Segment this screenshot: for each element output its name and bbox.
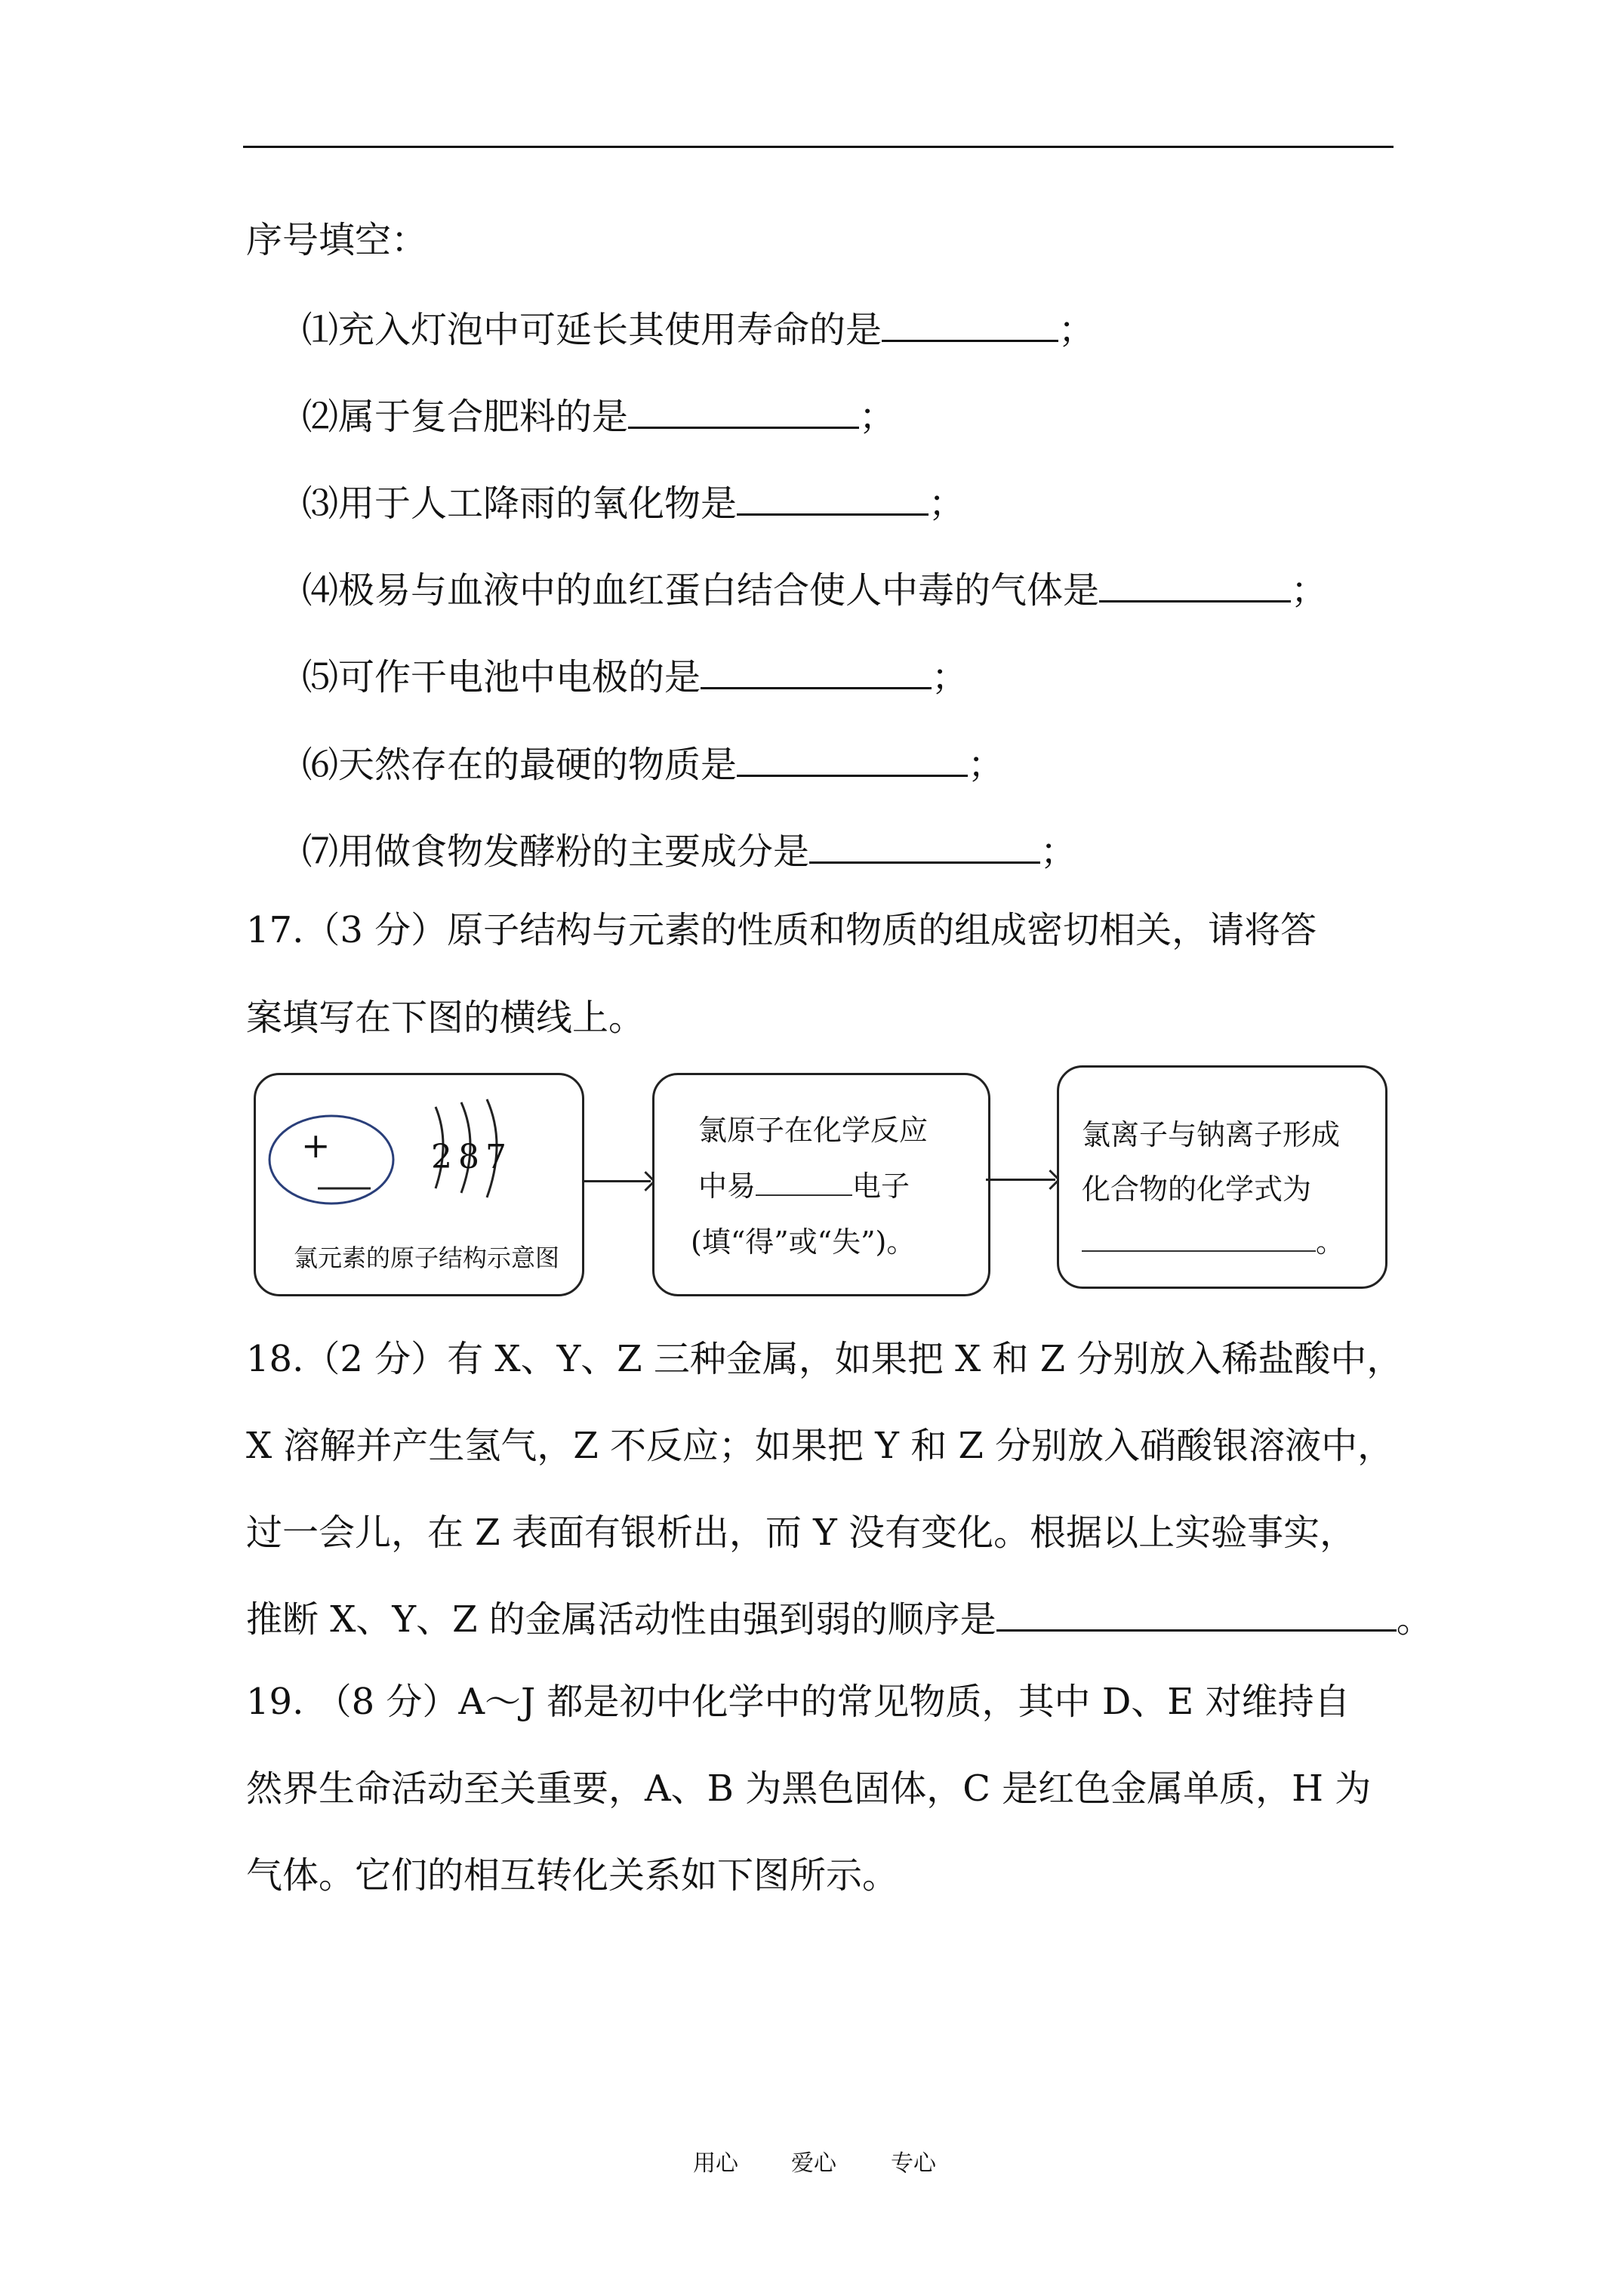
answer-blank[interactable] (882, 308, 1058, 342)
q16-item-text: ⑶用于人工降雨的氧化物是 (302, 482, 738, 525)
arrow-icon (986, 1179, 1055, 1181)
header-rule (243, 146, 1394, 148)
q18-line-2: X 溶解并产生氢气，Z 不反应；如果把 Y 和 Z 分别放入硝酸银溶液中， (246, 1425, 1394, 1467)
box3-end: 。 (1316, 1225, 1345, 1259)
arrow-icon (583, 1180, 651, 1182)
q16-item-4 (302, 568, 1327, 613)
q19-line-3: 气体。它们的相互转化关系如下图所示。 (246, 1854, 899, 1897)
shell-electron-count: 2 (431, 1138, 452, 1176)
q18-line-3: 过一会儿，在 Z 表面有银析出，而 Y 没有变化。根据以上实验事实， (246, 1512, 1357, 1554)
q18-line-4-text: 推断 X、Y、Z 的金属活动性由强到弱的顺序是 (246, 1598, 996, 1641)
q16-item-end: ； (932, 656, 969, 698)
q16-item-end: ； (968, 744, 1005, 786)
q16-item-2 (302, 394, 895, 439)
answer-blank[interactable] (1099, 569, 1291, 603)
box2-line-2-post: 电子 (852, 1170, 910, 1203)
answer-blank[interactable] (628, 395, 859, 429)
shell-electron-count: 8 (458, 1138, 479, 1176)
q18-line-4 (246, 1597, 1433, 1642)
q16-item-5 (302, 655, 968, 700)
q16-item-1 (302, 307, 1095, 353)
gain-lose-blank[interactable] (756, 1169, 852, 1196)
chemical-formula-box (1057, 1065, 1387, 1289)
answer-blank[interactable] (809, 830, 1040, 864)
q16-item-text: ⑺用做食物发酵粉的主要成分是 (302, 831, 810, 873)
box2-line-2-pre: 中易 (698, 1170, 756, 1203)
q16-item-3 (302, 481, 965, 526)
box2-line-3: (填“得”或“失”)。 (691, 1225, 916, 1259)
q16-item-6 (302, 742, 1004, 787)
box2-line-2 (698, 1167, 910, 1205)
q18-line-1: 18.（2 分）有 X、Y、Z 三种金属，如果把 X 和 Z 分别放入稀盐酸中， (246, 1338, 1403, 1380)
q17-line-1: 17.（3 分）原子结构与元素的性质和物质的组成密切相关，请将答 (246, 909, 1317, 951)
electron-gain-box (652, 1073, 990, 1296)
box3-line-2: 化合物的化学式为 (1082, 1173, 1312, 1206)
q16-item-text: ⑴充入灯泡中可延长其使用寿命的是 (302, 309, 882, 351)
atom-structure-caption: 氯元素的原子结构示意图 (294, 1244, 560, 1272)
answer-blank[interactable] (737, 743, 968, 777)
q16-item-end: ； (929, 482, 965, 525)
box2-line-1: 氯原子在化学反应 (698, 1114, 929, 1147)
q16-item-text: ⑷极易与血液中的血红蛋白结合使人中毒的气体是 (302, 569, 1100, 612)
answer-blank[interactable] (701, 655, 932, 689)
q16-item-end: ； (1058, 309, 1095, 351)
shell-electron-count: 7 (485, 1138, 507, 1176)
q16-item-text: ⑵属于复合肥料的是 (302, 396, 629, 438)
q16-item-end: ； (1040, 831, 1077, 873)
q16-item-7 (302, 829, 1076, 874)
footer-word: 用心 (693, 2150, 738, 2177)
box3-line-3 (1082, 1223, 1344, 1261)
q16-item-text: ⑸可作干电池中电极的是 (302, 656, 701, 698)
nucleus-plus-sign: + (301, 1125, 331, 1166)
intro-text: 序号填空： (246, 219, 428, 261)
q19-line-1: 19. （8 分）A～J 都是初中化学中的常见物质，其中 D、E 对维持自 (246, 1681, 1350, 1723)
q19-line-2: 然界生命活动至关重要，A、B 为黑色固体，C 是红色金属单质，H 为 (246, 1767, 1372, 1810)
answer-blank[interactable] (737, 482, 929, 516)
q17-line-2: 案填写在下图的横线上。 (246, 997, 645, 1039)
answer-blank[interactable] (996, 1598, 1397, 1632)
q16-item-text: ⑹天然存在的最硬的物质是 (302, 744, 738, 786)
atom-structure-box (254, 1073, 584, 1296)
footer-word: 专心 (891, 2150, 936, 2177)
q16-item-end: ； (859, 396, 896, 438)
nucleus-circle (269, 1116, 393, 1203)
formula-blank[interactable] (1082, 1225, 1316, 1252)
box3-line-1: 氯离子与钠离子形成 (1082, 1118, 1341, 1151)
footer-word: 爱心 (791, 2150, 836, 2177)
q16-item-end: ； (1291, 569, 1328, 612)
q18-line-4-end: 。 (1396, 1598, 1433, 1641)
